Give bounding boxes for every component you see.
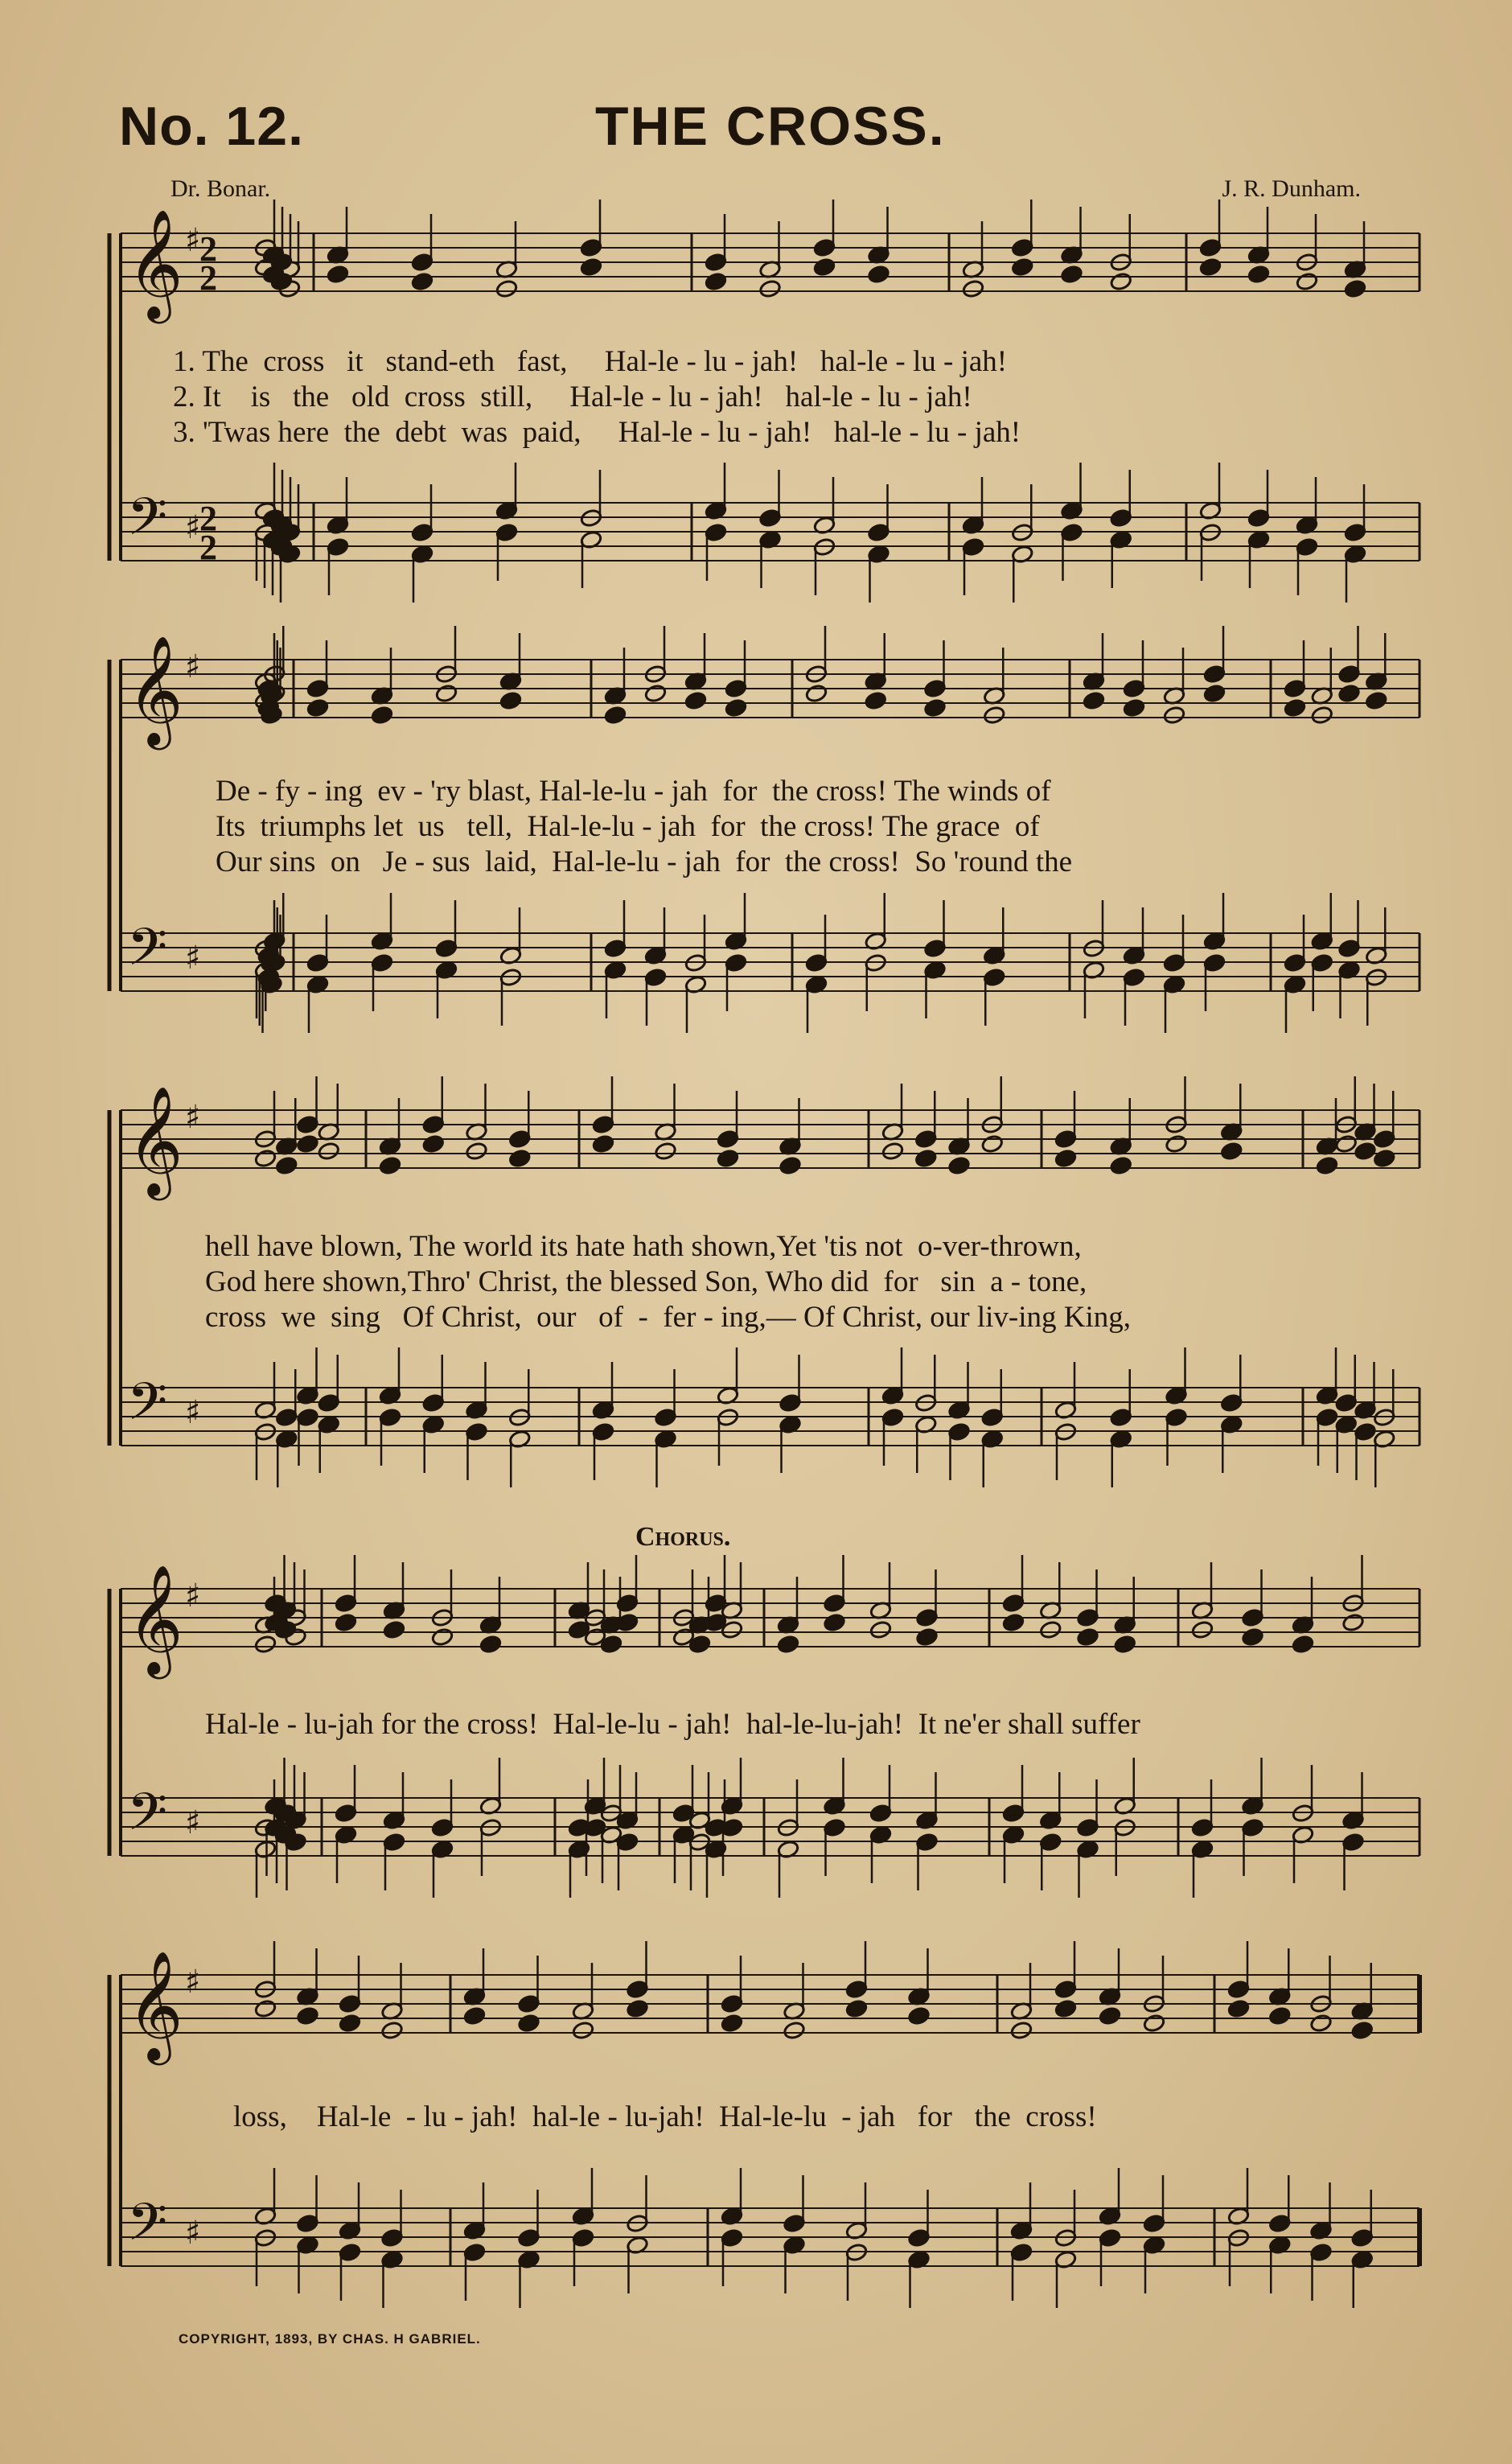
sharp-icon: ♯ [185, 1578, 201, 1615]
note-head [914, 1149, 937, 1168]
note-head [644, 684, 667, 703]
copyright-notice: COPYRIGHT, 1893, BY CHAS. H GABRIEL. [179, 2331, 481, 2347]
treble-clef-icon: 𝄞 [127, 1563, 183, 1674]
lyric-line: 2. It is the old cross still, Hal-le - lu - jah! hal-le - lu - jah! [173, 381, 972, 413]
note-head [1296, 272, 1318, 291]
lyric-line: hell have blown, The world its hate hath shown,Yet 'tis not o-ver-thrown, [205, 1230, 1082, 1263]
hymn-title: THE CROSS. [595, 96, 946, 157]
sharp-icon: ♯ [185, 1394, 201, 1431]
lyric-line: 1. The cross it stand-eth fast, Hal-le - lu - jah! hal-le - lu - jah! [173, 345, 1008, 378]
treble-clef-icon: 𝄞 [127, 634, 183, 745]
note-head [813, 257, 836, 277]
note-head [1165, 1134, 1187, 1154]
note-head [422, 1134, 445, 1154]
note-head [758, 279, 781, 298]
note-head [654, 1142, 676, 1161]
chorus-label: Chorus. [635, 1522, 731, 1552]
note-head [823, 1613, 845, 1632]
note-head [508, 1149, 531, 1168]
note-head [1199, 257, 1222, 277]
note-head [717, 1149, 739, 1168]
note-head [296, 2006, 318, 2026]
note-head [431, 1627, 454, 1647]
sharp-icon: ♯ [185, 648, 201, 685]
note-head [1373, 1149, 1395, 1168]
treble-clef-icon: 𝄞 [127, 1949, 183, 2060]
note-head [1191, 1620, 1214, 1639]
note-head [981, 1134, 1004, 1154]
note-head [517, 2014, 540, 2033]
note-head [1054, 1999, 1077, 2018]
note-head [1337, 684, 1360, 703]
sharp-icon: ♯ [185, 222, 201, 259]
note-head [379, 1156, 401, 1175]
note-head [371, 705, 393, 725]
note-head [1076, 1627, 1099, 1647]
note-head [1241, 1627, 1263, 1647]
sharp-icon: ♯ [185, 509, 201, 546]
note-head [254, 1999, 277, 2018]
note-head [805, 684, 828, 703]
note-head [725, 698, 747, 718]
bass-clef-icon: 𝄢 [127, 1783, 168, 1855]
note-head [306, 698, 329, 718]
lyricist-credit: Dr. Bonar. [171, 175, 271, 202]
treble-clef-icon: 𝄞 [127, 208, 183, 319]
sharp-icon: ♯ [185, 1804, 201, 1841]
note-head [380, 2021, 403, 2040]
note-head [1099, 2006, 1121, 2026]
note-head [869, 1620, 892, 1639]
lyric-line: De - fy - ing ev - 'ry blast, Hal-le-lu - jah for the cross! The winds of [216, 775, 1051, 808]
time-signature: 2 [199, 258, 217, 298]
time-signature: 2 [199, 499, 217, 538]
note-head [1114, 1635, 1136, 1654]
note-head [572, 2021, 594, 2040]
note-head [495, 279, 518, 298]
note-head [1284, 698, 1306, 718]
note-head [1311, 705, 1333, 725]
note-head [923, 698, 946, 718]
note-head [1039, 1620, 1062, 1639]
lyric-line: Hal-le - lu-jah for the cross! Hal-le-lu - jah! hal-le-lu-jah! It ne'er shall suffer [205, 1708, 1140, 1741]
note-head [592, 1134, 614, 1154]
treble-clef-icon: 𝄞 [127, 1084, 183, 1195]
sharp-icon: ♯ [185, 1099, 201, 1136]
note-head [881, 1142, 904, 1161]
note-head [499, 691, 522, 710]
note-head [383, 1620, 405, 1639]
note-head [254, 1149, 277, 1168]
note-head [845, 1999, 868, 2018]
note-head [1220, 1142, 1243, 1161]
hymn-number: No. 12. [119, 96, 304, 157]
lyric-line: 3. 'Twas here the debt was paid, Hal-le - lu - jah! hal-le - lu - jah! [173, 416, 1021, 449]
bass-clef-icon: 𝄢 [127, 2193, 168, 2265]
note-head [1335, 1134, 1358, 1154]
sharp-icon: ♯ [185, 2215, 201, 2252]
note-head [626, 1999, 648, 2018]
note-head [1143, 2014, 1165, 2033]
note-head [721, 2014, 743, 2033]
note-head [335, 1613, 357, 1632]
note-head [783, 2021, 805, 2040]
note-head [1316, 1156, 1338, 1175]
note-head [867, 265, 890, 284]
note-head [1292, 1635, 1314, 1654]
bass-clef-icon: 𝄢 [127, 487, 168, 560]
note-head [962, 279, 984, 298]
note-head [580, 257, 602, 277]
note-head [1268, 2006, 1291, 2026]
note-head [296, 1134, 318, 1154]
lyric-line: cross we sing Of Christ, our of - fer - ing,— Of Christ, our liv-ing King, [205, 1301, 1131, 1334]
composer-credit: J. R. Dunham. [1222, 175, 1361, 202]
note-head [1110, 1156, 1132, 1175]
bass-clef-icon: 𝄢 [127, 918, 168, 990]
note-head [779, 1156, 801, 1175]
note-head [865, 691, 887, 710]
note-head [1163, 705, 1185, 725]
bass-clef-icon: 𝄢 [127, 1372, 168, 1445]
note-head [1309, 2014, 1332, 2033]
note-head [1365, 691, 1387, 710]
note-head [1227, 1999, 1250, 2018]
note-head [1010, 2021, 1033, 2040]
note-head [411, 272, 433, 291]
lyric-line: God here shown,Thro' Christ, the blessed Son, Who did for sin a - tone, [205, 1265, 1087, 1298]
note-head [1054, 1149, 1077, 1168]
note-head [1344, 279, 1366, 298]
note-head [1060, 265, 1083, 284]
lyric-line: Our sins on Je - sus laid, Hal-le-lu - jah for the cross! So 'round the [216, 845, 1073, 878]
note-head [777, 1635, 799, 1654]
time-signature: 2 [199, 229, 217, 269]
lyric-line: loss, Hal-le - lu - jah! hal-le - lu-jah! Hal-le-lu - jah for the cross! [233, 2100, 1097, 2133]
note-head [435, 684, 458, 703]
sharp-icon: ♯ [185, 940, 201, 977]
lyric-line: Its triumphs let us tell, Hal-le-lu - jah for the cross! The grace of [216, 810, 1040, 843]
note-head [1341, 1613, 1364, 1632]
sharp-icon: ♯ [185, 1964, 201, 2001]
note-head [465, 1142, 487, 1161]
note-head [1083, 691, 1105, 710]
note-head [1351, 2021, 1374, 2040]
note-head [1123, 698, 1145, 718]
note-head [1247, 265, 1270, 284]
note-head [907, 2006, 930, 2026]
note-head [1110, 272, 1132, 291]
note-head [1002, 1613, 1025, 1632]
note-head [1354, 1142, 1376, 1161]
note-head [275, 1156, 298, 1175]
note-head [705, 272, 727, 291]
time-signature: 2 [199, 528, 217, 567]
note-head [318, 1142, 340, 1161]
note-head [479, 1635, 502, 1654]
note-head [463, 2006, 486, 2026]
note-head [947, 1156, 970, 1175]
note-head [604, 705, 627, 725]
note-head [254, 1635, 277, 1654]
note-head [983, 705, 1005, 725]
note-head [1203, 684, 1226, 703]
note-head [339, 2014, 361, 2033]
note-head [1011, 257, 1033, 277]
note-head [684, 691, 707, 710]
note-head [327, 265, 349, 284]
note-head [915, 1627, 938, 1647]
